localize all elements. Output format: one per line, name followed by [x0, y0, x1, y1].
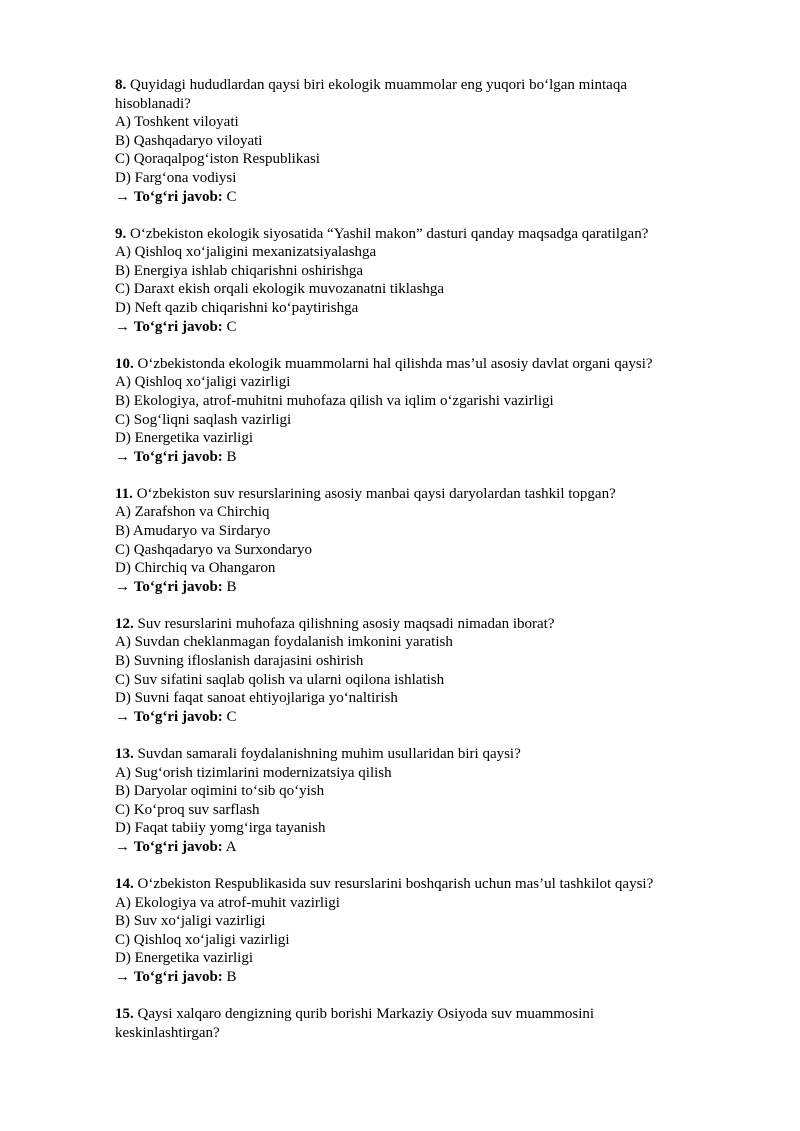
correct-answer [115, 448, 740, 467]
question-text-line [115, 485, 740, 504]
answer-option: B) Amudaryo va Sirdaryo [115, 522, 271, 539]
answer-option: D) Chirchiq va Ohangaron [115, 560, 276, 577]
answer-option: C) Qashqadaryo va Surxondaryo [115, 541, 313, 558]
answer-value: B [226, 448, 237, 465]
correct-answer [115, 708, 740, 727]
question-number: 14. [115, 875, 134, 892]
question-block [115, 485, 740, 597]
answer-option: D) Energetika vazirligi [115, 430, 254, 447]
arrow-icon: → [115, 448, 134, 465]
answer-value: B [226, 578, 237, 595]
question-text: O‘zbekiston ekologik siyosatida “Yashil makon” dasturi qanday maqsadga qaratilgan? [130, 225, 649, 242]
question-text-line [115, 615, 740, 634]
correct-answer [115, 838, 740, 857]
answer-option: B) Suvning ifloslanish darajasini oshirish [115, 653, 364, 670]
answer-option: D) Farg‘ona vodiysi [115, 169, 237, 186]
answer-option: A) Suvdan cheklanmagan foydalanish imkonini yaratish [115, 634, 453, 651]
answer-option: D) Faqat tabiiy yomg‘irga tayanish [115, 820, 326, 837]
arrow-icon: → [115, 578, 134, 595]
answer-option: C) Qoraqalpog‘iston Respublikasi [115, 151, 320, 168]
answer-option: A) Toshkent viloyati [115, 114, 239, 131]
question-block [115, 615, 740, 727]
answer-option: C) Suv sifatini saqlab qolish va ularni oqilona ishlatish [115, 671, 445, 688]
answer-value: C [226, 318, 237, 335]
question-text-line [115, 1024, 740, 1043]
arrow-icon: → [115, 968, 134, 985]
question-text-line [115, 95, 740, 114]
question-text-line [115, 355, 740, 374]
answer-label: To‘g‘ri javob: [133, 448, 223, 465]
answer-label: To‘g‘ri javob: [133, 578, 223, 595]
question-text: O‘zbekiston suv resurslarining asosiy manbai qaysi daryolardan tashkil topgan? [136, 485, 616, 502]
question-block [115, 355, 740, 467]
question-block [115, 76, 740, 206]
answer-label: To‘g‘ri javob: [133, 968, 223, 985]
question-text: Suvdan samarali foydalanishning muhim usullaridan biri qaysi? [137, 745, 521, 762]
question-number: 11. [115, 485, 133, 502]
answer-option: B) Energiya ishlab chiqarishni oshirishga [115, 262, 364, 279]
correct-answer [115, 318, 740, 337]
question-number: 12. [115, 615, 134, 632]
question-number: 13. [115, 745, 134, 762]
correct-answer [115, 188, 740, 207]
correct-answer [115, 968, 740, 987]
answer-option: C) Ko‘proq suv sarflash [115, 801, 260, 818]
answer-label: To‘g‘ri javob: [133, 188, 223, 205]
arrow-icon: → [115, 838, 134, 855]
question-text: O‘zbekiston Respublikasida suv resurslarini boshqarish uchun mas’ul tashkilot qaysi? [137, 875, 654, 892]
question-number: 10. [115, 355, 134, 372]
answer-value: A [225, 838, 237, 855]
question-number: 9. [115, 225, 127, 242]
answer-option: A) Ekologiya va atrof-muhit vazirligi [115, 894, 340, 911]
question-text: Suv resurslarini muhofaza qilishning asosiy maqsadi nimadan iborat? [137, 615, 555, 632]
answer-option: D) Neft qazib chiqarishni ko‘paytirishga [115, 300, 359, 317]
arrow-icon: → [115, 188, 134, 205]
question-number: 8. [115, 77, 127, 93]
answer-option: B) Qashqadaryo viloyati [115, 132, 263, 149]
question-text-line [115, 1005, 740, 1024]
question-number: 15. [115, 1006, 134, 1023]
question-text: Qaysi xalqaro dengizning qurib borishi Markaziy Osiyoda suv muammosini [137, 1006, 595, 1023]
answer-value: C [226, 708, 237, 725]
question-block [115, 875, 740, 987]
question-text: O‘zbekistonda ekologik muammolarni hal qilishda mas’ul asosiy davlat organi qaysi? [137, 355, 653, 372]
answer-option: A) Qishloq xo‘jaligi vazirligi [115, 374, 291, 391]
answer-label: To‘g‘ri javob: [133, 708, 223, 725]
answer-option: C) Qishloq xo‘jaligi vazirligi [115, 931, 290, 948]
answer-option: B) Ekologiya, atrof-muhitni muhofaza qilish va iqlim o‘zgarishi vazirligi [115, 392, 554, 409]
answer-label: To‘g‘ri javob: [133, 838, 223, 855]
answer-option: C) Daraxt ekish orqali ekologik muvozanatni tiklashga [115, 281, 445, 298]
answer-option: A) Sug‘orish tizimlarini modernizatsiya qilish [115, 764, 392, 781]
question-text-line [115, 875, 740, 894]
question-block [115, 745, 740, 857]
answer-option: A) Zarafshon va Chirchiq [115, 504, 270, 521]
arrow-icon: → [115, 318, 134, 335]
question-text: keskinlashtirgan? [115, 1024, 220, 1041]
question-text: Quyidagi hududlardan qaysi biri ekologik muammolar eng yuqori bo‘lgan mintaqa [130, 77, 627, 93]
question-text-line [115, 745, 740, 764]
answer-label: To‘g‘ri javob: [133, 318, 223, 335]
question-block [115, 225, 740, 337]
answer-option: B) Daryolar oqimini to‘sib qo‘yish [115, 783, 325, 800]
answer-option: D) Energetika vazirligi [115, 950, 254, 967]
arrow-icon: → [115, 708, 134, 725]
question-block [115, 1005, 740, 1042]
answer-option: D) Suvni faqat sanoat ehtiyojlariga yo‘naltirish [115, 690, 398, 707]
correct-answer [115, 578, 740, 597]
answer-option: B) Suv xo‘jaligi vazirligi [115, 913, 266, 930]
question-text-line [115, 76, 740, 95]
answer-value: C [226, 188, 237, 205]
question-text-line [115, 225, 740, 244]
answer-option: C) Sog‘liqni saqlash vazirligi [115, 411, 292, 428]
question-text: hisoblanadi? [115, 95, 191, 112]
answer-option: A) Qishloq xo‘jaligini mexanizatsiyalashga [115, 244, 377, 261]
answer-value: B [226, 968, 237, 985]
